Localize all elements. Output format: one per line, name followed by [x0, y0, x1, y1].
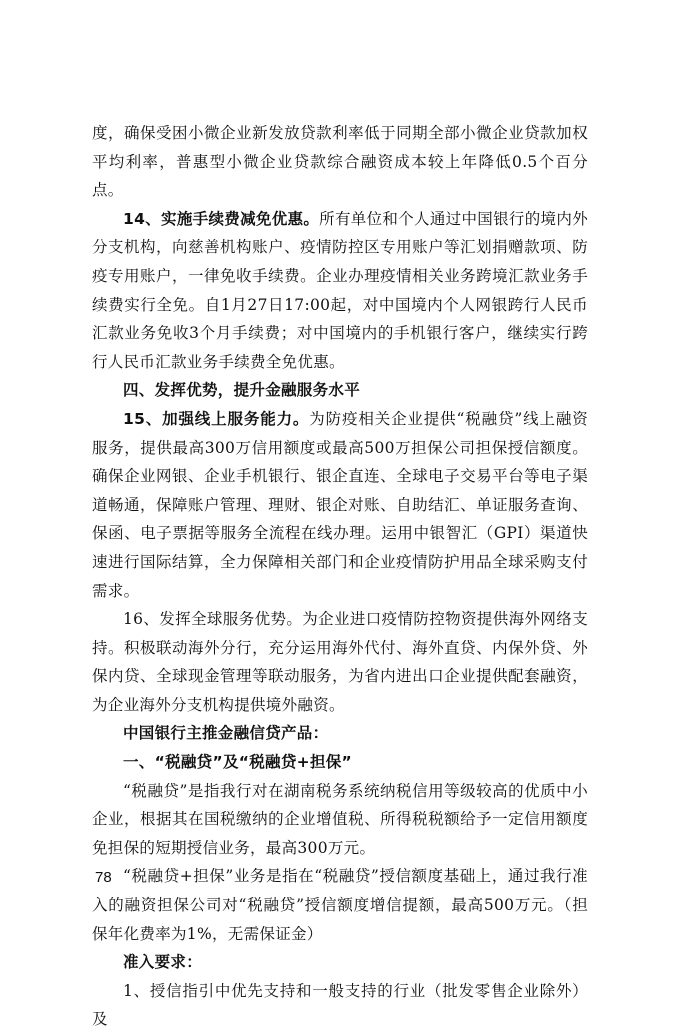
heading-text: 一、“税融贷”及“税融贷+担保” [123, 753, 353, 772]
paragraph-requirement-1 [92, 977, 588, 1034]
products-heading [92, 719, 588, 748]
heading-text: 四、发挥优势，提升金融服务水平 [123, 381, 361, 400]
paragraph-global-service [92, 605, 588, 719]
paragraph-shuirongdai [92, 777, 588, 863]
paragraph-lead: 15、加强线上服务能力。 [123, 409, 310, 428]
paragraph-lead: 14、实施手续费减免优惠。 [123, 209, 320, 228]
heading-text: 中国银行主推金融信贷产品： [123, 724, 329, 743]
paragraph-text: “税融贷+担保”业务是指在“税融贷”授信额度基础上，通过我行准入的融资担保公司对“税融贷”授信额度增信提额，最高500万元。（担保年化费率为1%，无需保证金） [92, 867, 588, 943]
page-number: 78 [95, 869, 112, 886]
paragraph-online-service [92, 405, 588, 605]
product-heading-1 [92, 748, 588, 777]
paragraph-text: 所有单位和个人通过中国银行的境内外分支机构，向慈善机构账户、疫情防控区专用账户等汇划捐赠款项、防疫专用账户，一律免收手续费。企业办理疫情相关业务跨境汇款业务手续费实行全免。自1月27日17:00起，对中国境内个人网银跨行人民币汇款业务免收3个月手续费；对中国境内的手机银行客户，继续实行跨行人民币汇款业务手续费全免优惠。 [92, 209, 588, 371]
paragraph-text: 度，确保受困小微企业新发放贷款利率低于同期全部小微企业贷款加权平均利率，普惠型小微企业贷款综合融资成本较上年降低0.5个百分点。 [92, 124, 588, 200]
paragraph-text: 16、发挥全球服务优势。为企业进口疫情防控物资提供海外网络支持。积极联动海外分行，充分运用海外代付、海外直贷、内保外贷、外保内贷、全球现金管理等联动服务，为省内进出口企业提供配套融资，为企业海外分支机构提供境外融资。 [92, 610, 588, 714]
paragraph-text: 1、授信指引中优先支持和一般支持的行业（批发零售企业除外）及 [92, 981, 588, 1029]
body-text [92, 119, 588, 1034]
paragraph-text: “税融贷”是指我行对在湖南税务系统纳税信用等级较高的优质中小企业，根据其在国税缴纳的企业增值税、所得税税额给予一定信用额度免担保的短期授信业务，最高300万元。 [92, 781, 588, 857]
heading-text: 准入要求： [123, 953, 203, 972]
paragraph-shuirongdai-guarantee [92, 862, 588, 948]
section-heading-4 [92, 376, 588, 405]
paragraph-fee-waiver [92, 205, 588, 377]
paragraph-rate-continuation [92, 119, 588, 205]
paragraph-text: 为防疫相关企业提供“税融贷”线上融资服务，提供最高300万信用额度或最高500万担保公司担保授信额度。确保企业网银、企业手机银行、银企直连、全球电子交易平台等电子渠道畅通，保障账户管理、理财、银企对账、自助结汇、单证服务查询、保函、电子票据等服务全流程在线办理。运用中银智汇（GPI）渠道快速进行国际结算，全力保障相关部门和企业疫情防护用品全球采购支付需求。 [92, 409, 589, 600]
requirements-heading [92, 948, 588, 977]
